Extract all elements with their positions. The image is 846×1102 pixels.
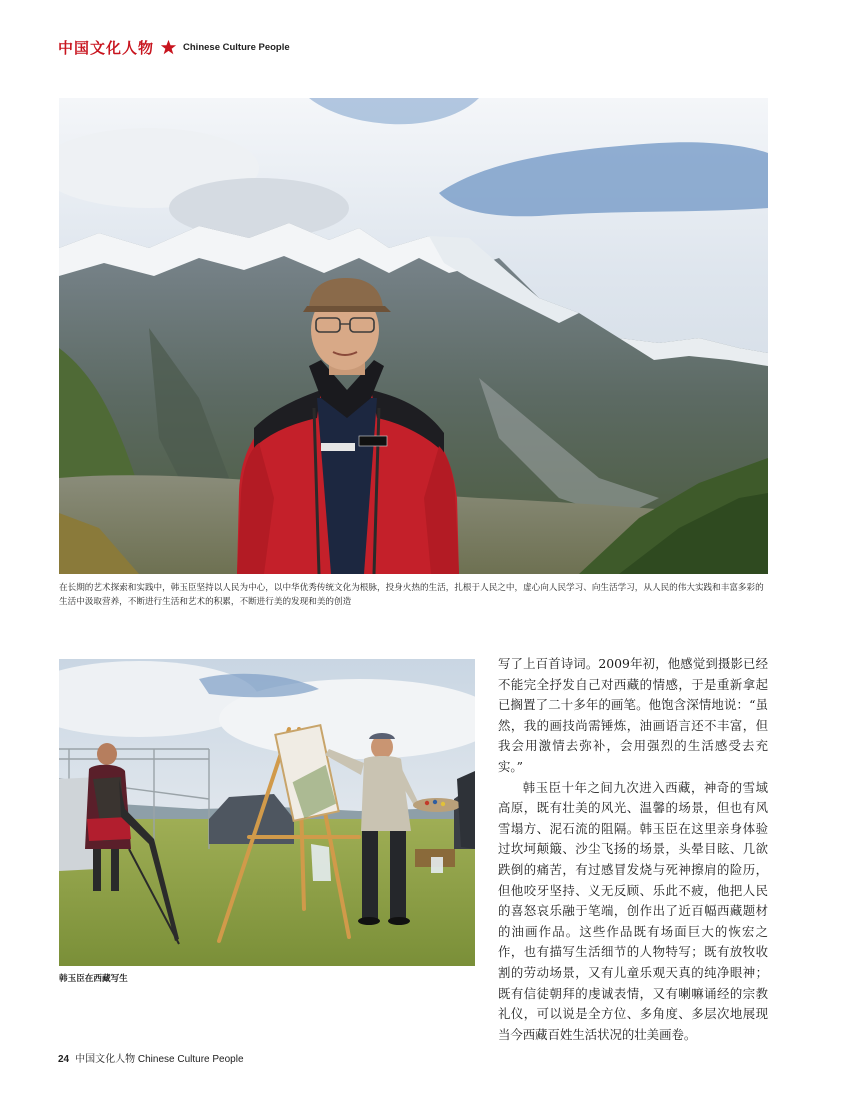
bottom-photo-caption: 韩玉臣在西藏写生: [59, 973, 128, 983]
article-body: [498, 654, 768, 1045]
magazine-title-en: Chinese Culture People: [183, 41, 290, 53]
body-paragraph: 写了上百首诗词。2009年初，他感觉到摄影已经不能完全抒发自己对西藏的情感，于是重新拿起已搁置了二十多年的画笔。他饱含深情地说：“虽然，我的画技尚需锤炼，油画语言还不丰富，但我会用激情去弥补，会用强烈的生活感受去充实。”: [498, 656, 768, 774]
painting-outdoors-photo: [59, 659, 475, 966]
page-footer: [58, 1050, 244, 1065]
star-icon: [160, 39, 177, 56]
magazine-title-cn: 中国文化人物: [58, 38, 155, 57]
mountain-portrait-photo: [59, 98, 768, 574]
top-photo-caption: 在长期的艺术探索和实践中，韩玉臣坚持以人民为中心，以中华优秀传统文化为根脉，投身火热的生活，扎根于人民之中，虚心向人民学习、向生活学习，从人民的伟大实践和丰富多彩的生活中汲取营养，不断进行生活和艺术的积累，不断进行美的发现和美的创造: [59, 582, 764, 606]
body-paragraph: 韩玉臣十年之间九次进入西藏，神奇的雪域高原，既有壮美的风光、温馨的场景，但也有风雪塌方、泥石流的阻隔。韩玉臣在这里亲身体验过坎坷颠簸、沙尘飞扬的场景，头晕目眩、几欲跌倒的痛苦，有过感冒发烧与死神擦肩的险历，但他咬牙坚持、义无反顾、乐此不疲，他把人民的喜怒哀乐融于笔端，创作出了近百幅西藏题材的油画作品。这些作品既有场面巨大的恢宏之作，也有描写生活细节的人物特写；既有放牧收割的劳动场景，又有儿童乐观天真的纯净眼神；既有信徒朝拜的虔诚表情，又有喇嘛诵经的宗教礼仪，可以说是全方位、多角度、多层次地展现当今西藏百姓生活状况的壮美画卷。: [498, 779, 768, 1042]
page-number: 24: [58, 1054, 70, 1065]
masthead: [58, 36, 290, 58]
footer-title: 中国文化人物 Chinese Culture People: [75, 1054, 244, 1065]
